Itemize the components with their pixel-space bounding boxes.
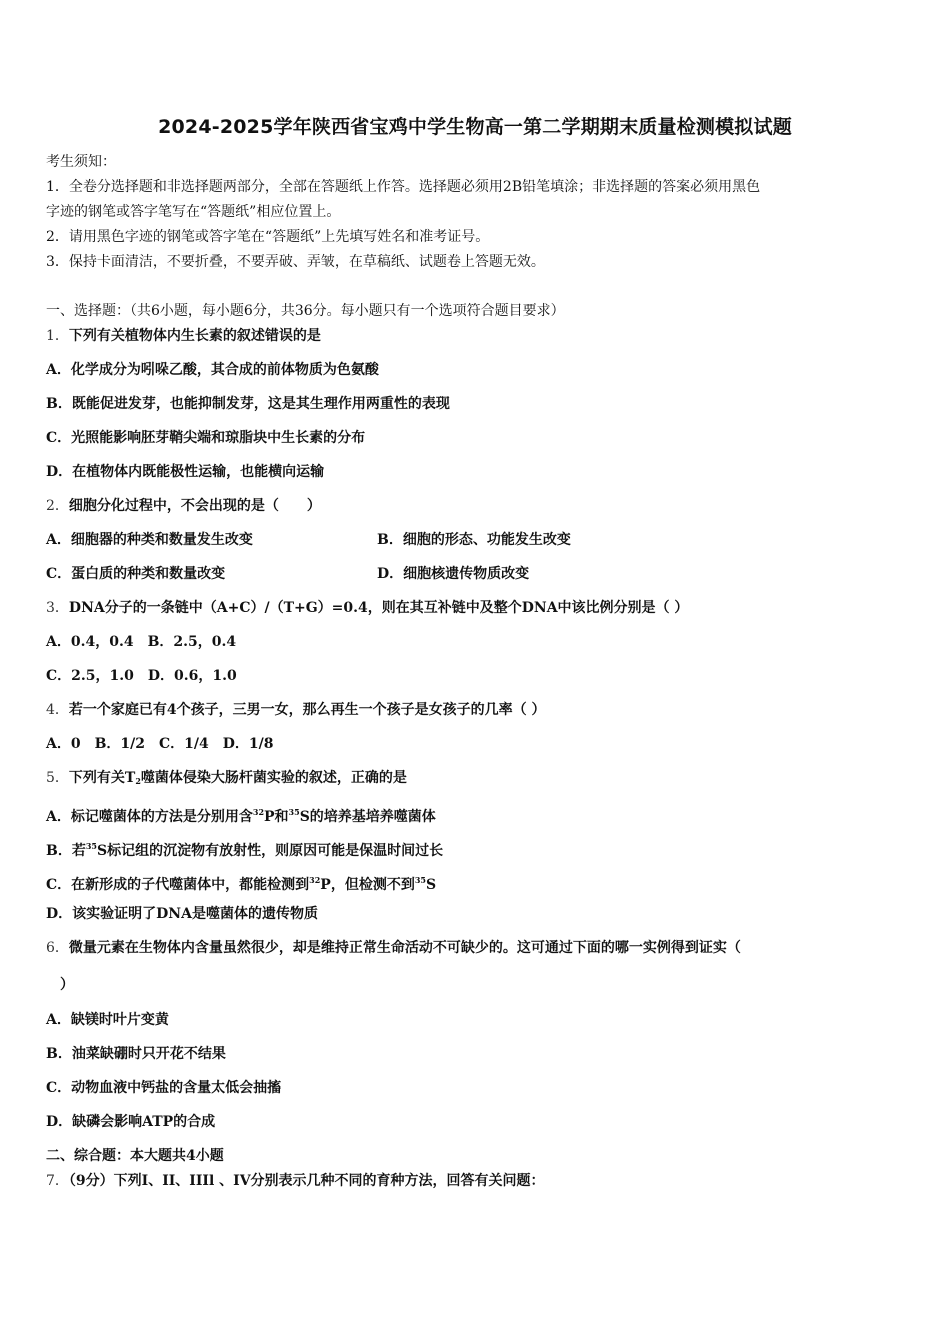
option-text: A．标记噬菌体的方法是分别用含: [46, 809, 253, 825]
question-6: [46, 938, 741, 958]
question-stem: 下列有关T: [68, 770, 136, 786]
notice-item-1-cont: 字迹的钢笔或答字笔写在“答题纸”相应位置上。: [46, 204, 341, 220]
question-number: 3．: [46, 600, 69, 616]
q4-options: A．0 B．1/2 C．1/4 D．1/8: [46, 736, 274, 752]
question-number: 7．: [46, 1173, 69, 1189]
q5-option-c: [46, 870, 436, 895]
q1-option-b: B．既能促进发芽，也能抑制发芽，这是其生理作用两重性的表现: [46, 396, 450, 412]
q6-option-d: D．缺磷会影响ATP的合成: [46, 1114, 216, 1130]
option-text: P，但检测不到: [320, 877, 415, 893]
q1-option-c: C．光照能影响胚芽鞘尖端和琼脂块中生长素的分布: [46, 430, 366, 446]
q2-option-b: B．细胞的形态、功能发生改变: [377, 532, 571, 548]
exam-title: 2024-2025学年陕西省宝鸡中学生物高一第二学期期末质量检测模拟试题: [158, 116, 792, 138]
question-number: 2．: [46, 498, 69, 514]
question-stem: DNA分子的一条链中（A+C）/（T+G）=0.4，则在其互补链中及整个DNA中该比例分别是（ ）: [68, 600, 689, 616]
notice-item-3: 3．保持卡面清洁，不要折叠，不要弄破、弄皱，在草稿纸、试题卷上答题无效。: [46, 254, 545, 270]
q6-option-c: C．动物血液中钙盐的含量太低会抽搐: [46, 1080, 282, 1096]
option-text: S: [425, 877, 437, 893]
q2-option-a: A．细胞器的种类和数量发生改变: [46, 532, 253, 548]
q2-option-d: D．细胞核遗传物质改变: [377, 566, 530, 582]
question-stem: 若一个家庭已有4个孩子，三男一女，那么再生一个孩子是女孩子的几率（ ）: [68, 702, 546, 718]
question-7: [46, 1171, 545, 1191]
q5-option-a: [46, 802, 436, 827]
question-3: [46, 598, 688, 618]
question-4: [46, 700, 546, 720]
subscript: 2: [135, 776, 141, 786]
q6-option-a: A．缺镁时叶片变黄: [46, 1012, 169, 1028]
superscript: 32: [309, 875, 321, 885]
option-text: S的培养基培养噬菌体: [299, 809, 436, 825]
question-number: 1．: [46, 328, 69, 344]
question-stem: 细胞分化过程中，不会出现的是（ ）: [68, 498, 321, 514]
q1-option-d: D．在植物体内既能极性运输，也能横向运输: [46, 464, 325, 480]
q2-option-c: C．蛋白质的种类和数量改变: [46, 566, 226, 582]
superscript: 35: [85, 841, 97, 851]
question-1: [46, 326, 321, 346]
question-stem-cont: 噬菌体侵染大肠杆菌实验的叙述，正确的是: [140, 770, 407, 786]
notice-item-1: 1．全卷分选择题和非选择题两部分，全部在答题纸上作答。选择题必须用2B铅笔填涂；非选择题的答案必须用黑色: [46, 179, 761, 195]
section-1-heading: 一、选择题：（共6小题，每小题6分，共36分。每小题只有一个选项符合题目要求）: [46, 303, 565, 319]
q6-option-b: B．油菜缺硼时只开花不结果: [46, 1046, 226, 1062]
superscript: 35: [288, 807, 300, 817]
notice-item-2: 2．请用黑色字迹的钢笔或答字笔在“答题纸”上先填写姓名和准考证号。: [46, 229, 490, 245]
section-2-heading: 二、综合题：本大题共4小题: [46, 1148, 224, 1164]
option-text: P和: [264, 809, 289, 825]
superscript: 32: [252, 807, 265, 817]
option-text: S标记组的沉淀物有放射性，则原因可能是保温时间过长: [96, 843, 444, 859]
question-stem: 微量元素在生物体内含量虽然很少，却是维持正常生命活动不可缺少的。这可通过下面的哪一实例得到证实（: [68, 940, 741, 956]
question-number: 4．: [46, 702, 69, 718]
q1-option-a: A．化学成分为吲哚乙酸，其合成的前体物质为色氨酸: [46, 362, 379, 378]
question-stem: （9分）下列I、II、IIIl 、IV分别表示几种不同的育种方法，回答有关问题：: [68, 1173, 545, 1189]
option-text: B．若: [46, 843, 86, 859]
superscript: 35: [414, 875, 426, 885]
q5-option-b: [46, 836, 443, 861]
q3-options-cd: C．2.5，1.0 D．0.6，1.0: [46, 668, 237, 684]
question-number: 6．: [46, 940, 69, 956]
question-number: 5．: [46, 770, 69, 786]
q5-option-d: D．该实验证明了DNA是噬菌体的遗传物质: [46, 906, 318, 922]
q3-options-ab: A．0.4，0.4 B．2.5，0.4: [46, 634, 237, 650]
option-text: C．在新形成的子代噬菌体中，都能检测到: [46, 877, 310, 893]
question-2: [46, 496, 321, 516]
question-5: [46, 768, 407, 791]
question-stem: 下列有关植物体内生长素的叙述错误的是: [68, 328, 321, 344]
notice-heading: 考生须知：: [46, 154, 116, 170]
question-6-cont: ）: [46, 977, 74, 993]
